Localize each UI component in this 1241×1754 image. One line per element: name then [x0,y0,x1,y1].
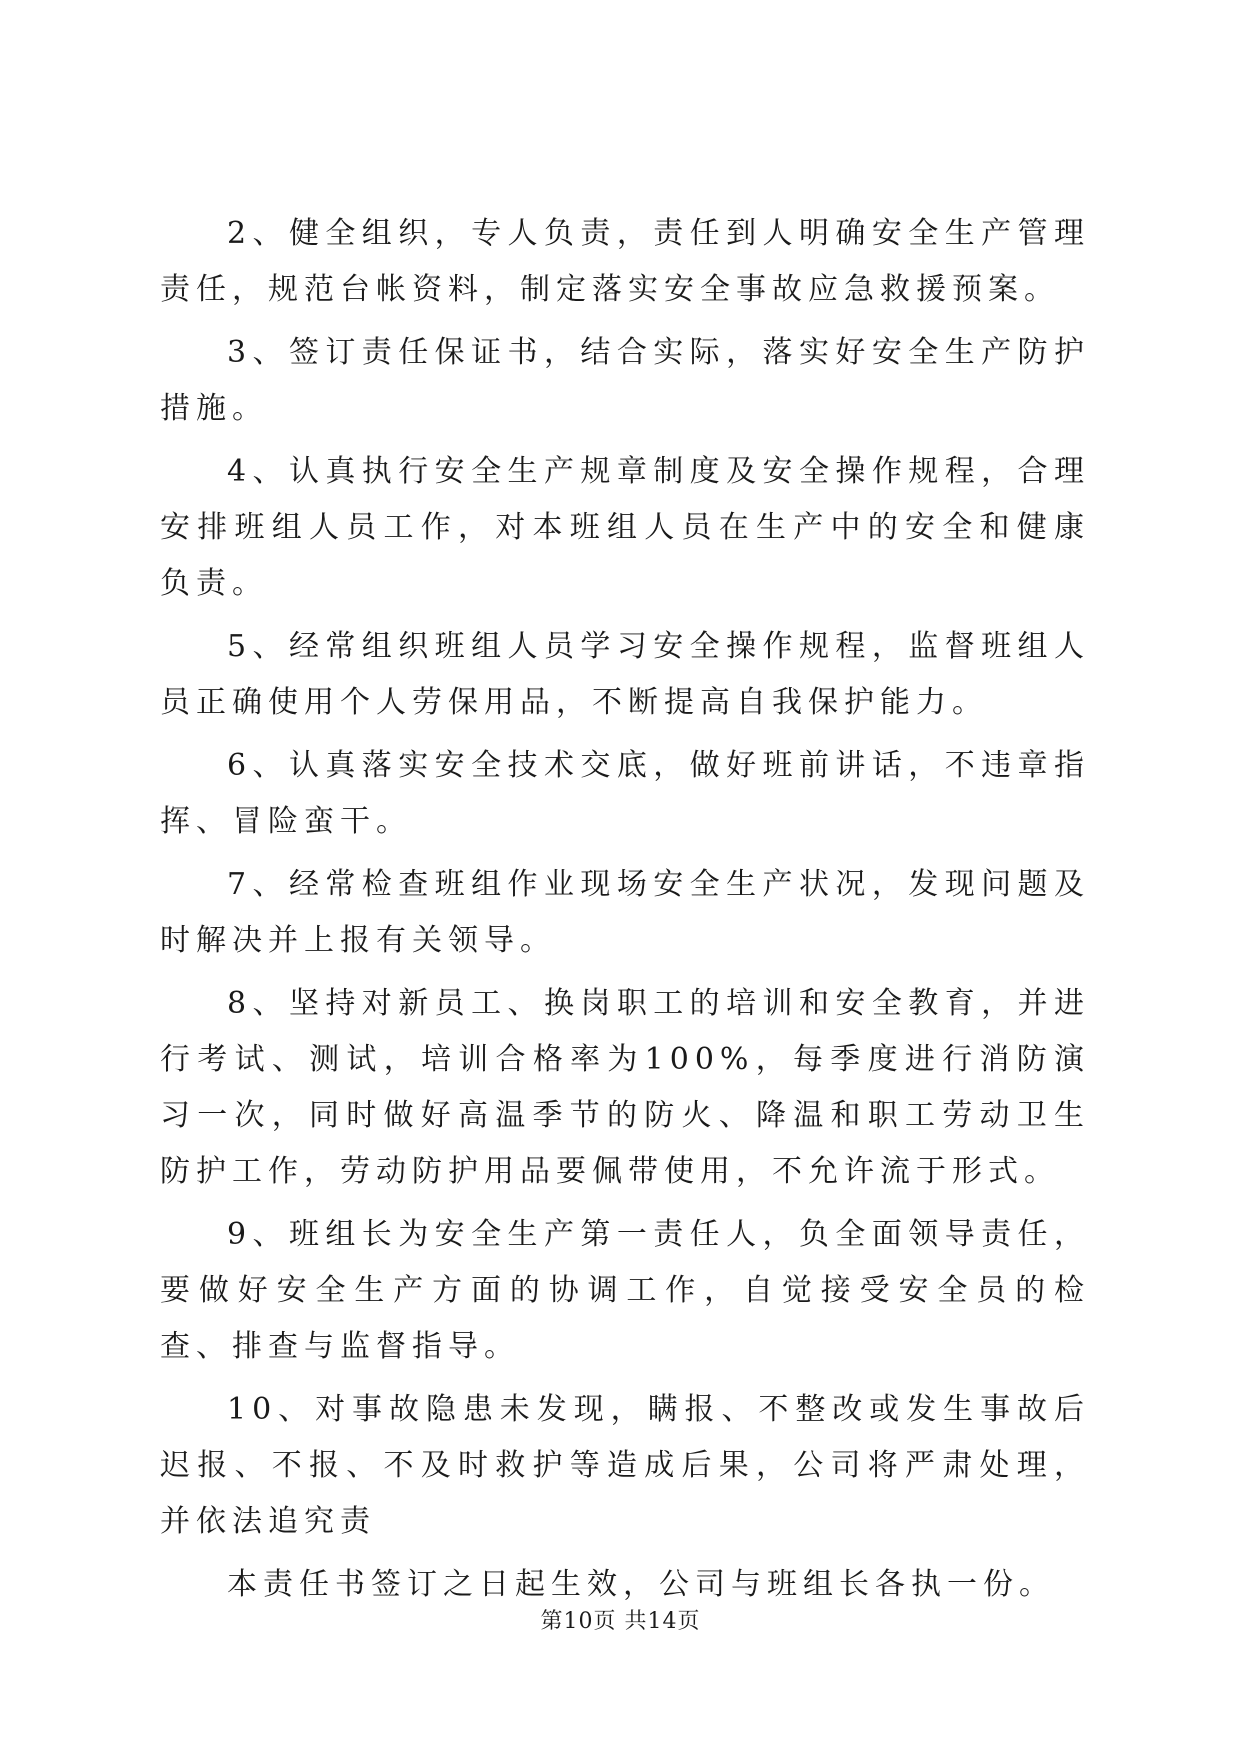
paragraph-item-2: 2、健全组织，专人负责，责任到人明确安全生产管理责任，规范台帐资料，制定落实安全事故应急救援预案。 [160,216,1090,307]
paragraph-closing: 本责任书签订之日起生效，公司与班组长各执一份。 [227,1567,1055,1602]
paragraph-item-8: 8、坚持对新员工、换岗职工的培训和安全教育，并进行考试、测试，培训合格率为100%，每季度进行消防演习一次，同时做好高温季节的防火、降温和职工劳动卫生防护工作，劳动防护用品要佩带使用，不允许流于形式。 [160,986,1090,1189]
paragraph-item-5: 5、经常组织班组人员学习安全操作规程，监督班组人员正确使用个人劳保用品，不断提高自我保护能力。 [160,629,1090,720]
paragraph-item-9: 9、班组长为安全生产第一责任人，负全面领导责任，要做好安全生产方面的协调工作，自觉接受安全员的检查、排查与监督指导。 [160,1217,1090,1364]
paragraph-item-4: 4、认真执行安全生产规章制度及安全操作规程，合理安排班组人员工作，对本班组人员在生产中的安全和健康负责。 [160,454,1090,601]
page-number-footer: 第10页 共14页 [540,1609,701,1634]
paragraph-item-10: 10、对事故隐患未发现，瞒报、不整改或发生事故后迟报、不报、不及时救护等造成后果，公司将严肃处理，并依法追究责 [160,1392,1090,1539]
paragraph-item-6: 6、认真落实安全技术交底，做好班前讲话，不违章指挥、冒险蛮干。 [160,748,1090,839]
paragraph-item-3: 3、签订责任保证书，结合实际，落实好安全生产防护措施。 [160,335,1090,426]
document-body [160,206,1090,1620]
paragraph-item-7: 7、经常检查班组作业现场安全生产状况，发现问题及时解决并上报有关领导。 [160,867,1090,958]
